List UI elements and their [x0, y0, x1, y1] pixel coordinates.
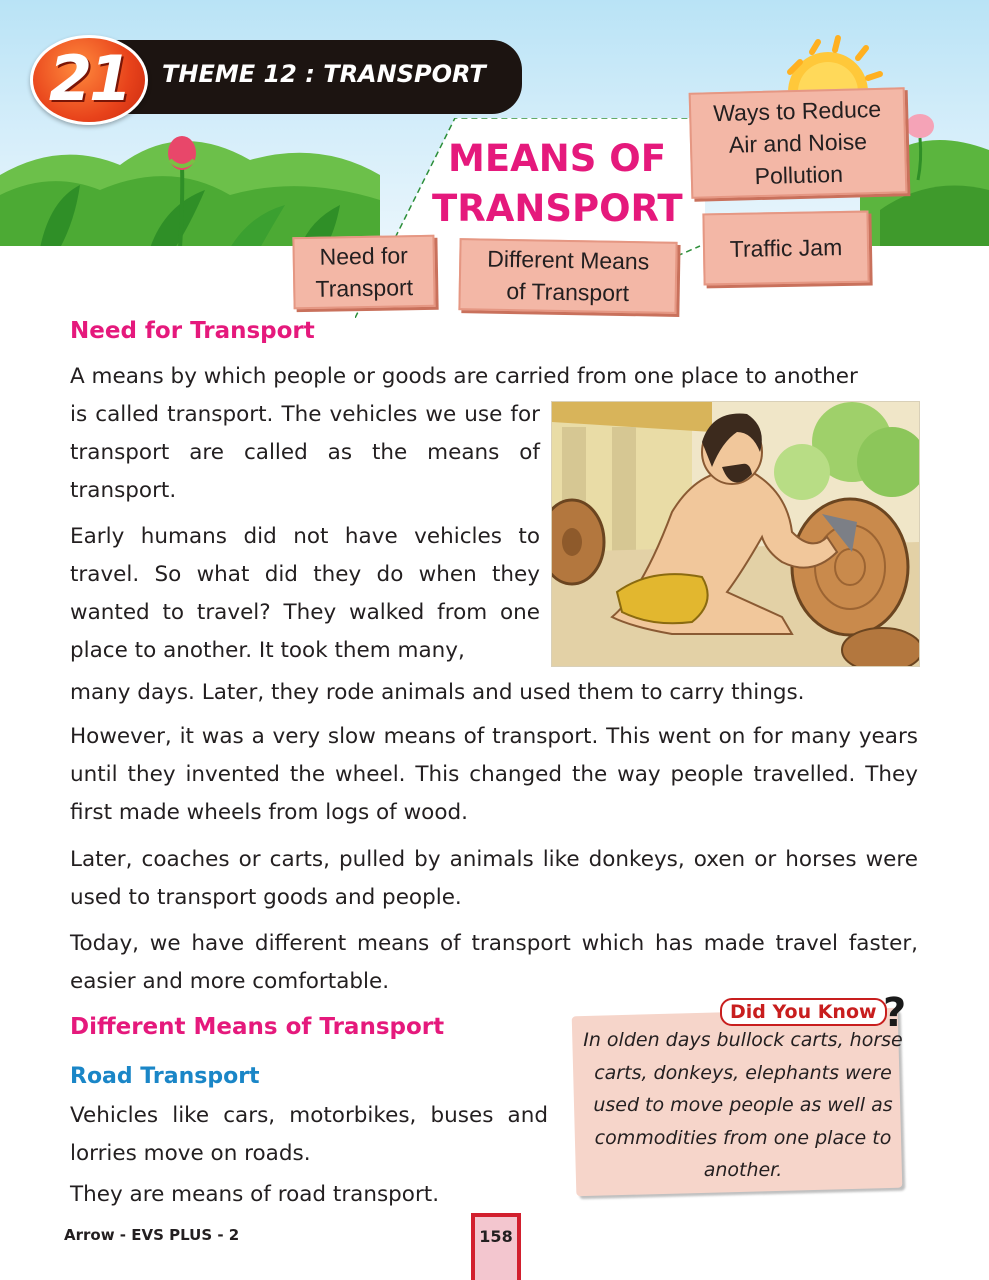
theme-banner: [110, 40, 522, 114]
chapter-title: [432, 134, 682, 234]
paragraph-2-wrapped: Early humans did not have vehicles to travel. So what did they do when they wanted to travel? They walked from one place to another. It took them many,: [70, 524, 540, 663]
topic-ways-line1: Ways to Reduce: [712, 95, 882, 127]
topic-need-line1: Need for: [319, 242, 409, 270]
subheading-road-transport: Road Transport: [70, 1064, 260, 1089]
topic-traffic-label: Traffic Jam: [729, 234, 843, 262]
heading-different-means: Different Means of Transport: [70, 1014, 445, 1040]
paragraph-5: Today, we have different means of transport which has made travel faster, easier and more comfortable.: [70, 931, 918, 994]
page-number: 158: [479, 1227, 513, 1246]
topic-traffic-jam: [702, 211, 869, 286]
paragraph-6: Vehicles like cars, motorbikes, buses and lorries move on roads.: [70, 1103, 548, 1166]
question-mark-icon: ?: [883, 990, 907, 1036]
did-you-know-text: In olden days bullock carts, horse carts, donkeys, elephants were used to move people as well as commodities from one place to another.: [583, 1029, 903, 1181]
topic-different-line1: Different Means: [487, 245, 650, 275]
book-title-footer: Arrow - EVS PLUS - 2: [64, 1226, 240, 1244]
topic-different-means: [458, 238, 677, 314]
topic-ways-line2: Air and Noise: [728, 128, 868, 158]
paragraph-4: Later, coaches or carts, pulled by animals like donkeys, oxen or horses were used to transport goods and people.: [70, 847, 918, 910]
did-you-know-label: Did You Know: [720, 998, 887, 1026]
paragraph-7: They are means of road transport.: [70, 1182, 440, 1207]
chapter-title-line1: MEANS OF: [448, 137, 666, 180]
chapter-title-line2: TRANSPORT: [432, 187, 683, 230]
paragraph-1-rest: is called transport. The vehicles we use for transport are called as the means of transport.: [70, 402, 540, 503]
topic-different-line2: of Transport: [506, 277, 630, 307]
heading-need-for-transport: Need for Transport: [70, 318, 315, 344]
page-number-tab: [471, 1213, 521, 1280]
theme-label: THEME 12 : TRANSPORT: [162, 60, 486, 88]
topic-ways-to-reduce-pollution: [689, 87, 908, 199]
paragraph-3: However, it was a very slow means of transport. This went on for many years until they invented the wheel. This changed the way people travelled. They first made wheels from logs of wood.: [70, 724, 918, 825]
topic-ways-line3: Pollution: [754, 160, 844, 190]
chapter-number: 21: [48, 42, 130, 115]
chapter-header: [0, 0, 989, 320]
chapter-number-badge: [30, 35, 148, 125]
early-human-making-wheel-image: [551, 401, 920, 667]
topic-need-for-transport: [292, 235, 435, 309]
paragraph-2-end: many days. Later, they rode animals and used them to carry things.: [70, 680, 805, 705]
topic-need-line2: Transport: [315, 274, 414, 302]
paragraph-1-line1: A means by which people or goods are carried from one place to another: [70, 364, 858, 389]
